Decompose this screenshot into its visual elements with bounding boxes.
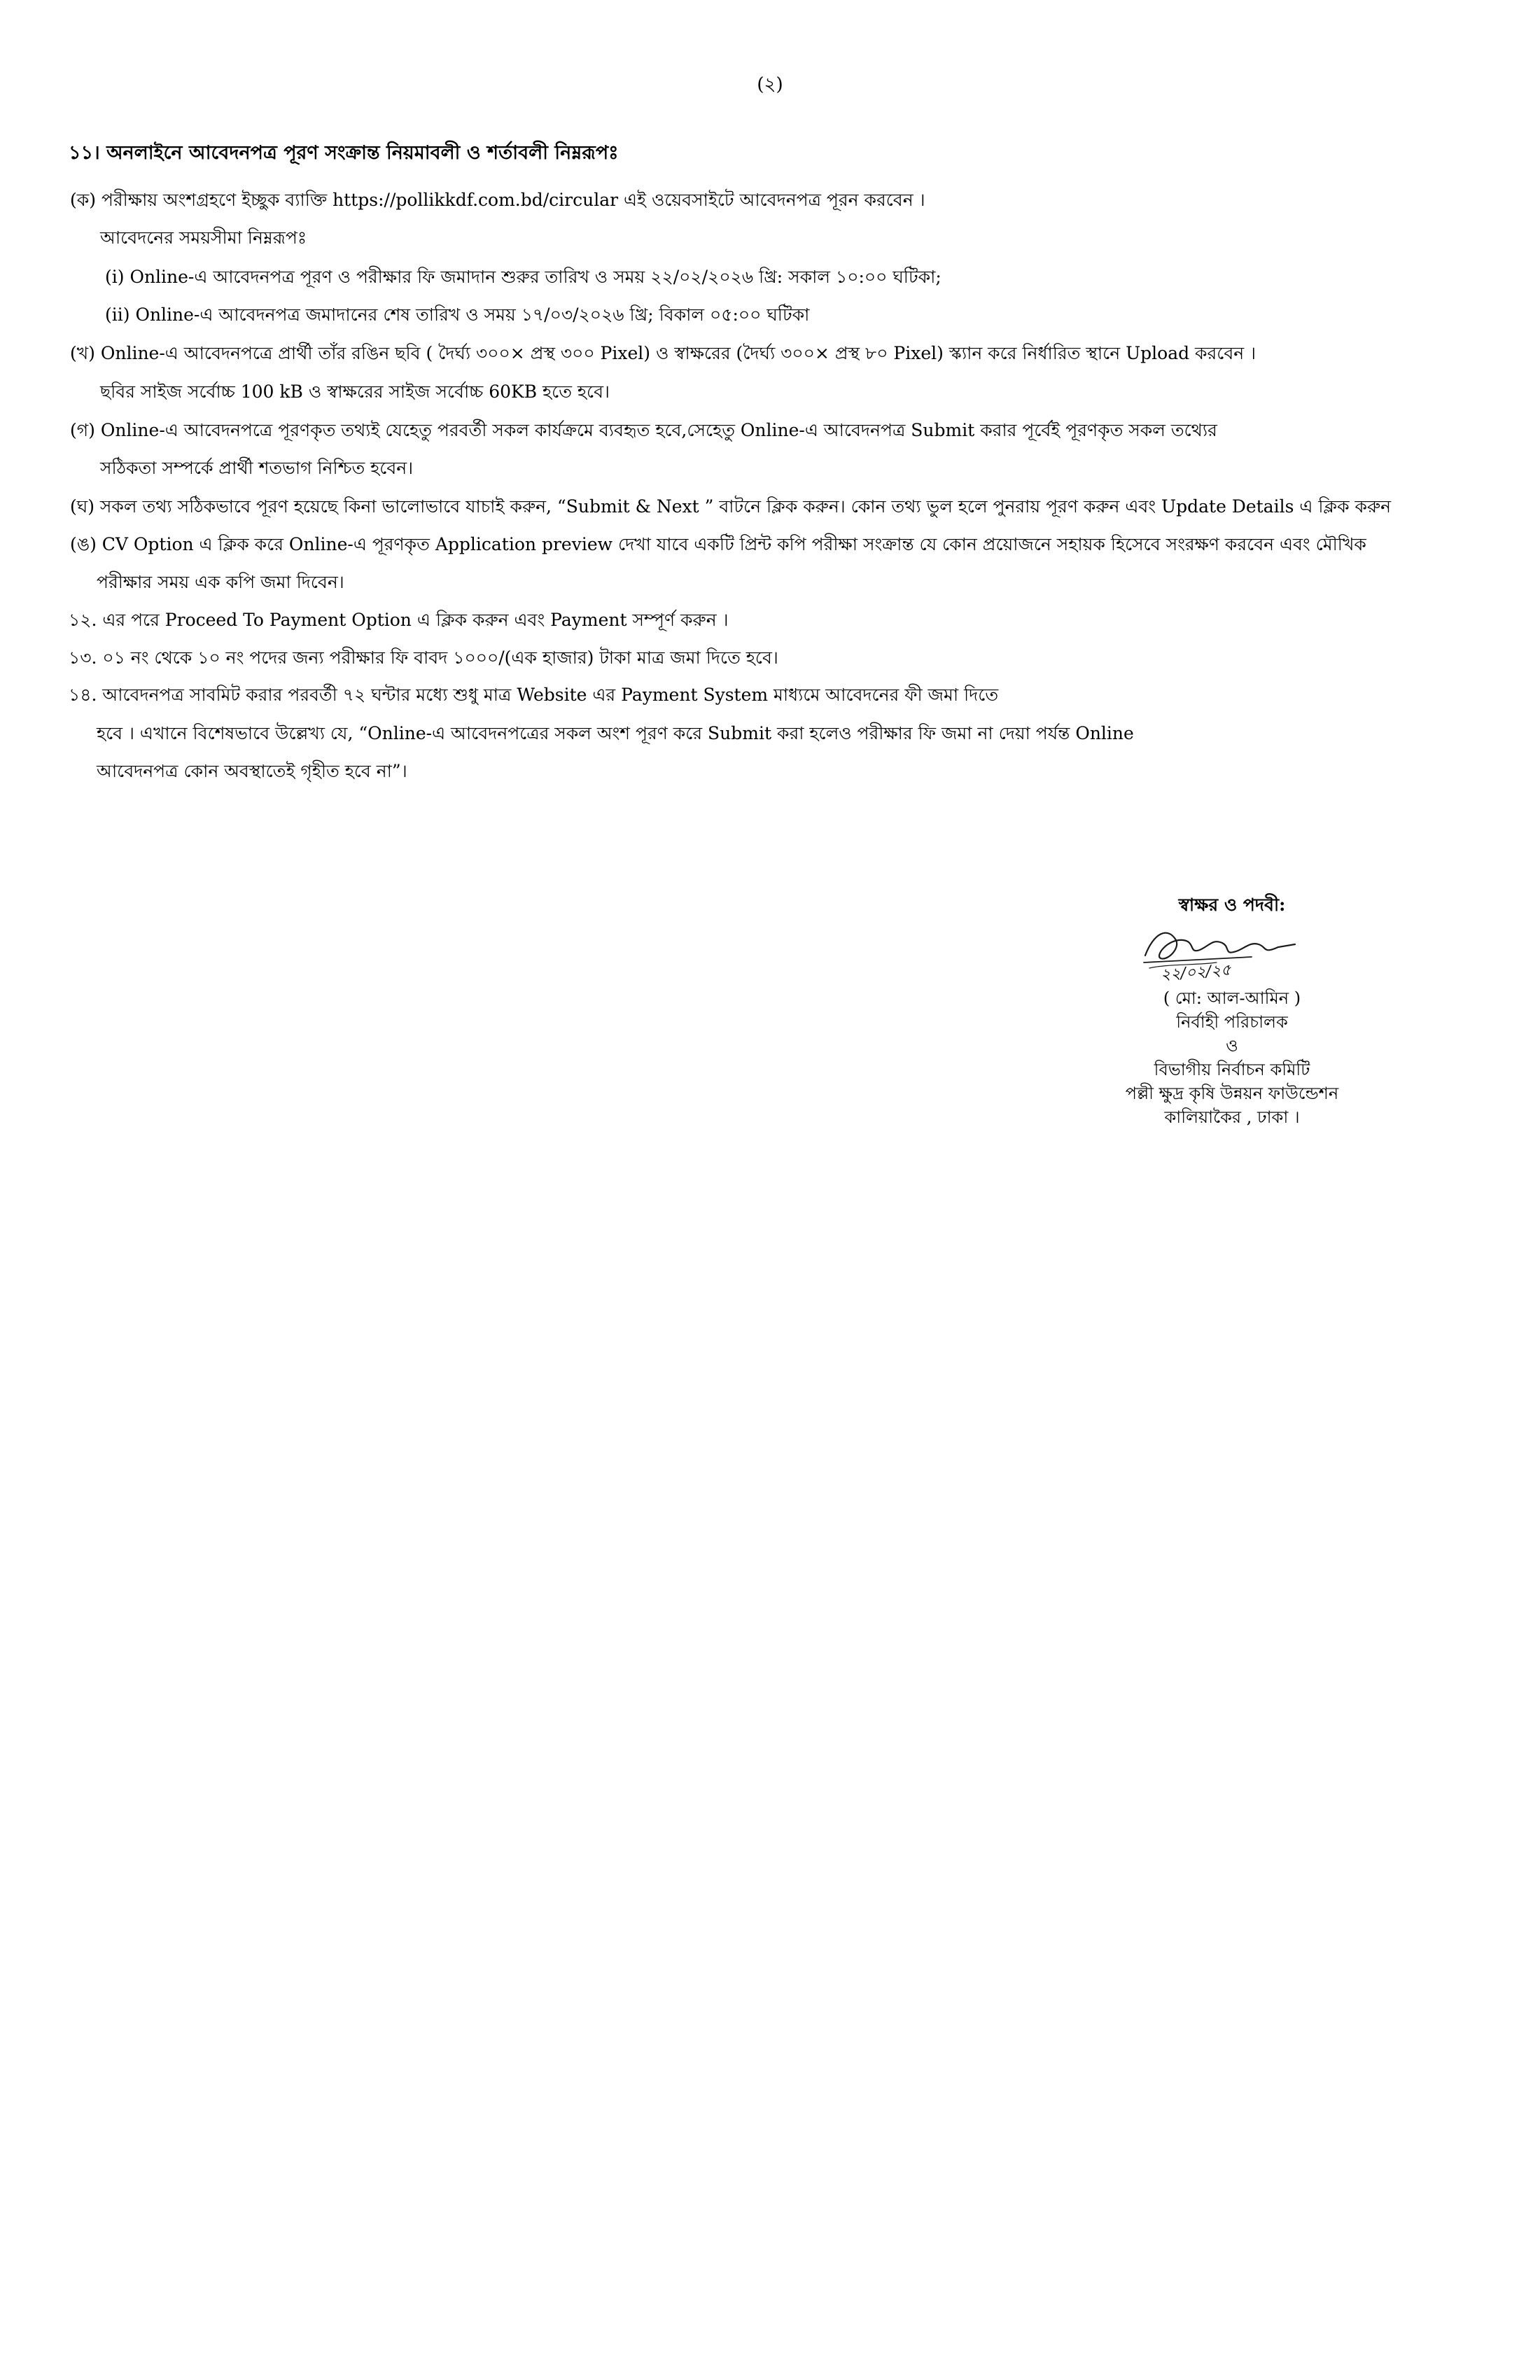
instruction-line: আবেদনের সময়সীমা নিম্নরূপঃ — [100, 227, 307, 248]
signatory-conjunction: ও — [1226, 1036, 1238, 1056]
instruction-line: ১২. এর পরে Proceed To Payment Option এ ক্লিক করুন এবং Payment সম্পূর্ণ করুন । — [69, 610, 729, 630]
instruction-line: (খ) Online-এ আবেদনপত্রে প্রার্থী তাঁর রঙিন ছবি ( দৈর্ঘ্য ৩০০× প্রস্থ ৩০০ Pixel) ও স্বাক্ষরের (দৈর্ঘ্য ৩০০× প্রস্থ ৮০ Pixel) স্ক্যান করে নির্ধারিত স্থানে Upload করবেন । — [70, 343, 1256, 363]
instruction-line: (ঙ) CV Option এ ক্লিক করে Online-এ পূরণকৃত Application preview দেখা যাবে একটি প্রিন্ট কপি পরীক্ষা সংক্রান্ত যে কোন প্রয়োজনে সহায়ক হিসেবে সংরক্ষণ করবেন এবং মৌখিক — [70, 534, 1366, 554]
instruction-line: (গ) Online-এ আবেদনপত্রে পূরণকৃত তথ্যই যেহেতু পরবর্তী সকল কার্যক্রমে ব্যবহৃত হবে,সেহেতু Online-এ আবেদনপত্র Submit করার পূর্বেই পূরণকৃত সকল তথ্যের — [70, 420, 1217, 440]
section-heading: ১১। অনলাইনে আবেদনপত্র পূরণ সংক্রান্ত নিয়মাবলী ও শর্তাবলী নিম্নরূপঃ — [69, 142, 619, 164]
signatory-organization: পল্লী ক্ষুদ্র কৃষি উন্নয়ন ফাউন্ডেশন — [1125, 1084, 1339, 1103]
signatory-address: কালিয়াকৈর , ঢাকা । — [1164, 1107, 1300, 1127]
signatory-name: ( মো: আল-আমিন ) — [1163, 988, 1301, 1008]
instruction-line: হবে । এখানে বিশেষভাবে উল্লেখ্য যে, “Online-এ আবেদনপত্রের সকল অংশ পূরণ করে Submit করা হলেও পরীক্ষার ফি জমা না দেয়া পর্যন্ত Online — [97, 723, 1134, 743]
signatory-committee: বিভাগীয় নির্বাচন কমিটি — [1154, 1060, 1310, 1079]
instruction-line: ছবির সাইজ সর্বোচ্চ 100 kB ও স্বাক্ষরের সাইজ সর্বোচ্চ 60KB হতে হবে। — [100, 382, 610, 402]
instruction-line: (ঘ) সকল তথ্য সঠিকভাবে পূরণ হয়েছে কিনা ভালোভাবে যাচাই করুন, “Submit & Next ” বাটনে ক্লিক করুন। কোন তথ্য ভুল হলে পুনরায় পূরণ করুন এবং Update Details এ ক্লিক করুন — [70, 496, 1392, 517]
instruction-line: ১৪. আবেদনপত্র সাবমিট করার পরবর্তী ৭২ ঘন্টার মধ্যে শুধু মাত্র Website এর Payment System মাধ্যমে আবেদনের ফী জমা দিতে — [69, 685, 999, 705]
signature-title: স্বাক্ষর ও পদবী: — [1178, 895, 1286, 915]
page-number: (২) — [757, 74, 783, 95]
instruction-line: ১৩. ০১ নং থেকে ১০ নং পদের জন্য পরীক্ষার ফি বাবদ ১০০০/(এক হাজার) টাকা মাত্র জমা দিতে হবে। — [69, 648, 778, 668]
instruction-line: পরীক্ষার সময় এক কপি জমা দিবেন। — [97, 572, 344, 592]
instruction-line: (i) Online-এ আবেদনপত্র পূরণ ও পরীক্ষার ফি জমাদান শুরুর তারিখ ও সময় ২২/০২/২০২৬ খ্রি: সকাল ১০:০০ ঘটিকা; — [105, 267, 941, 287]
signatory-designation: নির্বাহী পরিচালক — [1176, 1012, 1288, 1032]
instruction-line: আবেদনপত্র কোন অবস্থাতেই গৃহীত হবে না”। — [97, 761, 407, 781]
instruction-line: (ii) Online-এ আবেদনপত্র জমাদানের শেষ তারিখ ও সময় ১৭/০৩/২০২৬ খ্রি; বিকাল ০৫:০০ ঘটিকা — [105, 304, 810, 325]
instruction-line: সঠিকতা সম্পর্কে প্রার্থী শতভাগ নিশ্চিত হবেন। — [100, 458, 414, 478]
signature-date: ২২/০২/২৫ — [1160, 961, 1232, 984]
instruction-line: (ক) পরীক্ষায় অংশগ্রহণে ইচ্ছুক ব্যাক্তি https://pollikkdf.com.bd/circular এই ওয়েবসাইটে আবেদনপত্র পূরন করবেন । — [70, 190, 925, 210]
